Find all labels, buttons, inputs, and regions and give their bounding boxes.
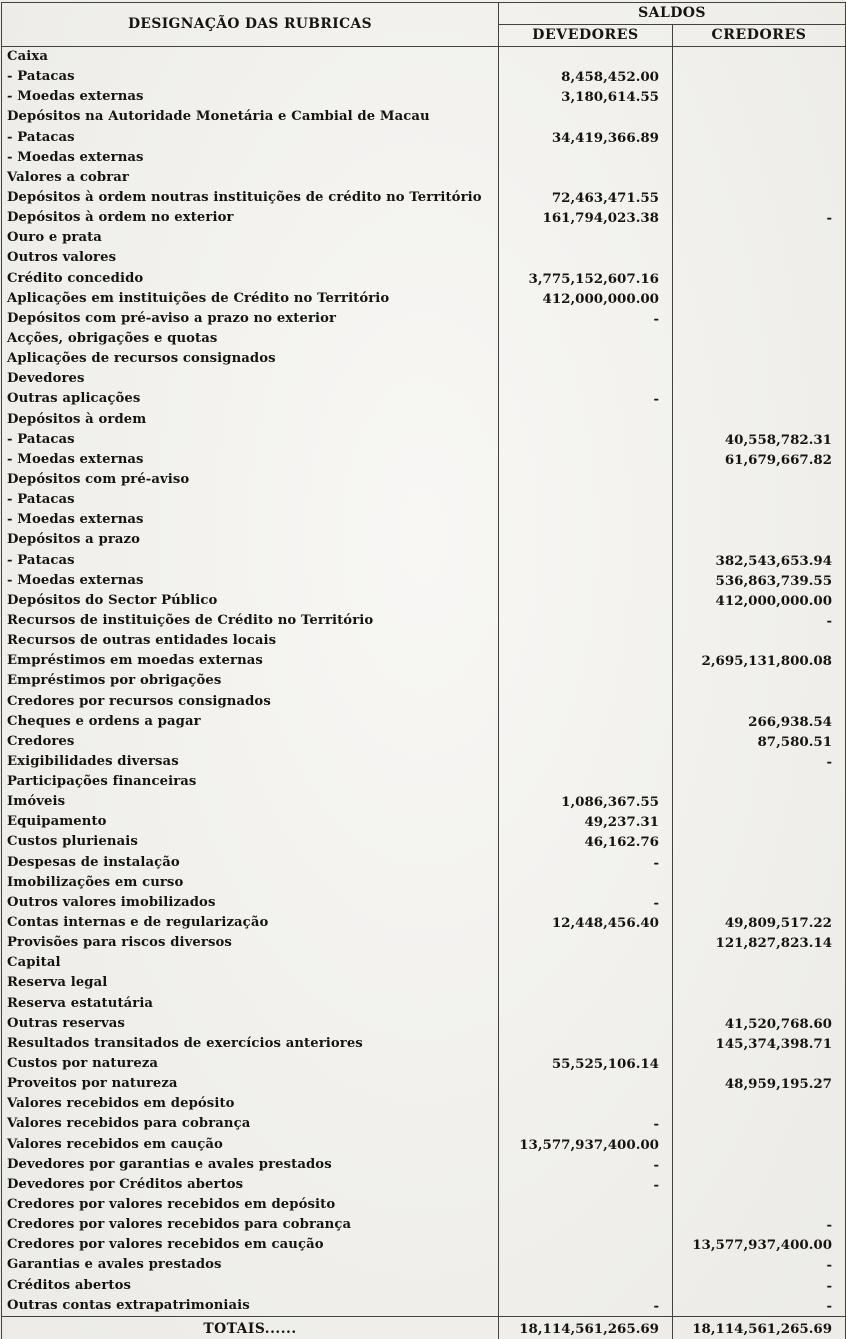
- row-credores-value: [673, 792, 846, 812]
- row-devedores-value: [499, 1014, 673, 1034]
- row-label: Créditos abertos: [7, 1277, 131, 1293]
- row-credores-value: [673, 1175, 846, 1195]
- table-row: [2, 873, 846, 893]
- row-devedores-value: [499, 631, 673, 651]
- row-credores-value: 412,000,000.00: [673, 591, 846, 611]
- table-row: [2, 732, 846, 752]
- row-label: Outros valores: [7, 250, 117, 266]
- row-label: Imobilizações em curso: [7, 874, 184, 890]
- row-devedores-value: [499, 1074, 673, 1094]
- row-devedores-value: 55,525,106.14: [499, 1054, 673, 1074]
- row-devedores-value: 8,458,452.00: [499, 67, 673, 87]
- row-label: Crédito concedido: [7, 270, 144, 286]
- row-label: Credores por valores recebidos em depósito: [7, 1197, 336, 1213]
- table-row: [2, 1296, 846, 1317]
- row-devedores-value: [499, 450, 673, 470]
- row-credores-value: [673, 269, 846, 289]
- row-credores-value: 87,580.51: [673, 732, 846, 752]
- row-label: - Moedas externas: [7, 149, 144, 165]
- column-header-devedores: DEVEDORES: [499, 25, 673, 47]
- row-credores-value: [673, 1155, 846, 1175]
- row-devedores-value: [499, 248, 673, 268]
- row-label: Outras contas extrapatrimoniais: [7, 1297, 250, 1313]
- row-credores-value: 13,577,937,400.00: [673, 1235, 846, 1255]
- table-row: [2, 712, 846, 732]
- row-credores-value: 121,827,823.14: [673, 933, 846, 953]
- table-row: [2, 853, 846, 873]
- row-credores-value: [673, 973, 846, 993]
- row-label: Custos plurienais: [7, 834, 138, 850]
- totals-label: TOTAIS......: [2, 1316, 499, 1339]
- table-row: [2, 832, 846, 852]
- table-row: [2, 470, 846, 490]
- row-devedores-value: [499, 692, 673, 712]
- table-row: [2, 410, 846, 430]
- table-row: [2, 208, 846, 228]
- row-label: Depósitos com pré-aviso: [7, 471, 190, 487]
- totals-credores-value: 18,114,561,265.69: [673, 1316, 846, 1339]
- row-label: Devedores por garantias e avales prestados: [7, 1156, 332, 1172]
- row-credores-value: [673, 87, 846, 107]
- row-devedores-value: [499, 1276, 673, 1296]
- row-credores-value: [673, 188, 846, 208]
- table-row: [2, 128, 846, 148]
- row-label: Recursos de instituições de Crédito no Território: [7, 612, 374, 628]
- row-label: Participações financeiras: [7, 774, 197, 790]
- row-credores-value: 2,695,131,800.08: [673, 651, 846, 671]
- row-devedores-value: 49,237.31: [499, 812, 673, 832]
- table-row: [2, 973, 846, 993]
- table-row: [2, 248, 846, 268]
- row-devedores-value: 13,577,937,400.00: [499, 1135, 673, 1155]
- row-label: Empréstimos por obrigações: [7, 673, 222, 689]
- table-row: [2, 168, 846, 188]
- table-row: [2, 933, 846, 953]
- row-credores-value: [673, 470, 846, 490]
- table-row: [2, 1175, 846, 1195]
- table-row: [2, 651, 846, 671]
- row-label: Contas internas e de regularização: [7, 915, 269, 931]
- row-devedores-value: [499, 873, 673, 893]
- table-row: [2, 792, 846, 812]
- table-row: [2, 47, 846, 68]
- row-label: Devedores por Créditos abertos: [7, 1176, 244, 1192]
- table-row: [2, 530, 846, 550]
- row-label: Valores recebidos para cobrança: [7, 1116, 251, 1132]
- row-credores-value: [673, 812, 846, 832]
- row-credores-value: -: [673, 1255, 846, 1275]
- row-credores-value: [673, 853, 846, 873]
- row-credores-value: [673, 1094, 846, 1114]
- row-devedores-value: -: [499, 1155, 673, 1175]
- row-devedores-value: [499, 772, 673, 792]
- row-label: - Patacas: [7, 129, 75, 145]
- row-label: Custos por natureza: [7, 1056, 159, 1072]
- table-row: [2, 591, 846, 611]
- row-devedores-value: -: [499, 893, 673, 913]
- row-credores-value: -: [673, 752, 846, 772]
- row-devedores-value: -: [499, 1114, 673, 1134]
- row-credores-value: [673, 490, 846, 510]
- row-devedores-value: [499, 510, 673, 530]
- row-devedores-value: [499, 712, 673, 732]
- row-devedores-value: 34,419,366.89: [499, 128, 673, 148]
- row-label: Outros valores imobilizados: [7, 894, 216, 910]
- row-label: - Moedas externas: [7, 89, 144, 105]
- row-credores-value: 40,558,782.31: [673, 430, 846, 450]
- row-devedores-value: [499, 228, 673, 248]
- row-credores-value: [673, 772, 846, 792]
- row-devedores-value: [499, 107, 673, 127]
- row-devedores-value: [499, 490, 673, 510]
- table-header: [2, 3, 846, 47]
- table-row: [2, 1034, 846, 1054]
- row-credores-value: 49,809,517.22: [673, 913, 846, 933]
- table-row: [2, 188, 846, 208]
- row-label: - Patacas: [7, 492, 75, 508]
- row-label: - Patacas: [7, 552, 75, 568]
- row-credores-value: [673, 692, 846, 712]
- table-row: [2, 1155, 846, 1175]
- row-label: Capital: [7, 955, 61, 971]
- row-label: Acções, obrigações e quotas: [7, 330, 218, 346]
- table-row: [2, 1074, 846, 1094]
- row-label: Exigibilidades diversas: [7, 753, 179, 769]
- row-label: Depósitos na Autoridade Monetária e Cambial de Macau: [7, 109, 430, 125]
- row-credores-value: [673, 309, 846, 329]
- row-credores-value: 61,679,667.82: [673, 450, 846, 470]
- row-label: Depósitos a prazo: [7, 532, 141, 548]
- row-label: Aplicações de recursos consignados: [7, 351, 276, 367]
- row-credores-value: 145,374,398.71: [673, 1034, 846, 1054]
- row-devedores-value: [499, 148, 673, 168]
- table-row: [2, 671, 846, 691]
- row-label: Imóveis: [7, 794, 66, 810]
- row-devedores-value: 161,794,023.38: [499, 208, 673, 228]
- row-devedores-value: [499, 752, 673, 772]
- table-row: [2, 369, 846, 389]
- row-devedores-value: 46,162.76: [499, 832, 673, 852]
- row-devedores-value: [499, 369, 673, 389]
- table-row: [2, 611, 846, 631]
- table-row: [2, 913, 846, 933]
- row-label: Despesas de instalação: [7, 854, 180, 870]
- table-row: [2, 1114, 846, 1134]
- row-label: Credores por recursos consignados: [7, 693, 271, 709]
- row-devedores-value: 1,086,367.55: [499, 792, 673, 812]
- row-label: Resultados transitados de exercícios anteriores: [7, 1035, 363, 1051]
- row-label: Depósitos com pré-aviso a prazo no exterior: [7, 310, 337, 326]
- table-row: [2, 450, 846, 470]
- column-header-credores: CREDORES: [673, 25, 846, 47]
- table-row: [2, 67, 846, 87]
- table-row: [2, 1255, 846, 1275]
- table-row: [2, 631, 846, 651]
- row-devedores-value: -: [499, 853, 673, 873]
- row-label: Empréstimos em moedas externas: [7, 653, 263, 669]
- row-devedores-value: [499, 430, 673, 450]
- table-row: [2, 1195, 846, 1215]
- row-credores-value: [673, 953, 846, 973]
- row-devedores-value: [499, 329, 673, 349]
- row-label: Valores recebidos em depósito: [7, 1096, 235, 1112]
- row-devedores-value: [499, 732, 673, 752]
- row-credores-value: [673, 1054, 846, 1074]
- row-credores-value: [673, 329, 846, 349]
- table-row: [2, 752, 846, 772]
- totals-devedores-value: 18,114,561,265.69: [499, 1316, 673, 1339]
- row-credores-value: -: [673, 611, 846, 631]
- row-label: Depósitos do Sector Público: [7, 592, 218, 608]
- table-row: [2, 692, 846, 712]
- table-row: [2, 510, 846, 530]
- row-label: Aplicações em instituições de Crédito no Território: [7, 290, 390, 306]
- row-credores-value: 382,543,653.94: [673, 551, 846, 571]
- row-devedores-value: 412,000,000.00: [499, 289, 673, 309]
- row-label: Devedores: [7, 371, 85, 387]
- header-row-top: [2, 3, 846, 25]
- row-credores-value: [673, 994, 846, 1014]
- table-row: [2, 1054, 846, 1074]
- row-label: Outras aplicações: [7, 391, 141, 407]
- table-footer: [2, 1316, 846, 1339]
- row-label: - Moedas externas: [7, 572, 144, 588]
- row-label: - Patacas: [7, 431, 75, 447]
- table-row: [2, 551, 846, 571]
- row-devedores-value: 72,463,471.55: [499, 188, 673, 208]
- row-credores-value: -: [673, 1276, 846, 1296]
- row-credores-value: [673, 1195, 846, 1215]
- row-credores-value: [673, 107, 846, 127]
- table-row: [2, 571, 846, 591]
- row-credores-value: [673, 410, 846, 430]
- row-devedores-value: [499, 168, 673, 188]
- row-label: - Patacas: [7, 69, 75, 85]
- table-row: [2, 107, 846, 127]
- row-devedores-value: [499, 1034, 673, 1054]
- row-label: Credores por valores recebidos em caução: [7, 1237, 324, 1253]
- table-body: [2, 47, 846, 1317]
- row-credores-value: [673, 67, 846, 87]
- row-devedores-value: -: [499, 309, 673, 329]
- row-devedores-value: [499, 591, 673, 611]
- row-devedores-value: [499, 611, 673, 631]
- row-label: Provisões para riscos diversos: [7, 935, 232, 951]
- table-row: [2, 228, 846, 248]
- row-credores-value: [673, 289, 846, 309]
- row-label: Valores a cobrar: [7, 169, 129, 185]
- row-devedores-value: [499, 973, 673, 993]
- row-credores-value: -: [673, 208, 846, 228]
- row-devedores-value: [499, 1255, 673, 1275]
- table-row: [2, 430, 846, 450]
- table-row: [2, 349, 846, 369]
- row-label: Outras reservas: [7, 1015, 125, 1031]
- row-label: - Moedas externas: [7, 451, 144, 467]
- row-credores-value: [673, 168, 846, 188]
- row-label: Garantias e avales prestados: [7, 1257, 222, 1273]
- table-row: [2, 1014, 846, 1034]
- row-credores-value: [673, 248, 846, 268]
- row-label: Credores por valores recebidos para cobrança: [7, 1217, 352, 1233]
- row-devedores-value: [499, 349, 673, 369]
- row-credores-value: [673, 1135, 846, 1155]
- column-header-designacao-das-rubricas: DESIGNAÇÃO DAS RUBRICAS: [2, 3, 499, 47]
- row-credores-value: [673, 873, 846, 893]
- table-row: [2, 893, 846, 913]
- row-devedores-value: -: [499, 1175, 673, 1195]
- row-label: Equipamento: [7, 814, 107, 830]
- row-devedores-value: 3,775,152,607.16: [499, 269, 673, 289]
- row-label: Recursos de outras entidades locais: [7, 633, 277, 649]
- row-label: Reserva legal: [7, 975, 108, 991]
- table-row: [2, 1094, 846, 1114]
- row-label: Reserva estatutária: [7, 995, 154, 1011]
- row-credores-value: [673, 1114, 846, 1134]
- table-row: [2, 490, 846, 510]
- table-row: [2, 289, 846, 309]
- row-devedores-value: [499, 410, 673, 430]
- row-label: Depósitos à ordem noutras instituições de crédito no Território: [7, 189, 482, 205]
- row-credores-value: [673, 228, 846, 248]
- row-devedores-value: [499, 1215, 673, 1235]
- table-row: [2, 269, 846, 289]
- row-devedores-value: [499, 994, 673, 1014]
- table-row: [2, 1135, 846, 1155]
- row-devedores-value: [499, 1094, 673, 1114]
- table-row: [2, 1276, 846, 1296]
- row-devedores-value: [499, 571, 673, 591]
- row-credores-value: 266,938.54: [673, 712, 846, 732]
- table-row: [2, 953, 846, 973]
- table-row: [2, 389, 846, 409]
- table-row: [2, 309, 846, 329]
- row-credores-value: [673, 510, 846, 530]
- table-row: [2, 994, 846, 1014]
- row-label: Caixa: [7, 49, 48, 64]
- totals-row: [2, 1316, 846, 1339]
- row-label: Credores: [7, 733, 75, 749]
- row-credores-value: [673, 832, 846, 852]
- row-devedores-value: [499, 47, 673, 68]
- row-credores-value: 536,863,739.55: [673, 571, 846, 591]
- row-devedores-value: [499, 651, 673, 671]
- table-row: [2, 1215, 846, 1235]
- row-label: Depósitos à ordem no exterior: [7, 210, 234, 226]
- row-credores-value: 48,959,195.27: [673, 1074, 846, 1094]
- row-devedores-value: -: [499, 389, 673, 409]
- table-row: [2, 812, 846, 832]
- row-devedores-value: [499, 551, 673, 571]
- row-label: Cheques e ordens a pagar: [7, 713, 201, 729]
- row-label: Valores recebidos em caução: [7, 1136, 223, 1152]
- row-devedores-value: [499, 530, 673, 550]
- column-header-saldos: SALDOS: [499, 3, 846, 25]
- row-credores-value: [673, 148, 846, 168]
- row-credores-value: [673, 128, 846, 148]
- balance-sheet-table: [1, 2, 846, 1339]
- row-label: - Moedas externas: [7, 512, 144, 528]
- table-row: [2, 87, 846, 107]
- row-devedores-value: [499, 470, 673, 490]
- row-credores-value: [673, 369, 846, 389]
- table-row: [2, 329, 846, 349]
- row-credores-value: -: [673, 1296, 846, 1317]
- row-devedores-value: -: [499, 1296, 673, 1317]
- row-devedores-value: 3,180,614.55: [499, 87, 673, 107]
- row-devedores-value: [499, 1235, 673, 1255]
- row-label: Proveitos por natureza: [7, 1076, 178, 1092]
- row-credores-value: 41,520,768.60: [673, 1014, 846, 1034]
- table-row: [2, 772, 846, 792]
- row-devedores-value: [499, 933, 673, 953]
- row-credores-value: [673, 349, 846, 369]
- row-credores-value: [673, 671, 846, 691]
- row-credores-value: -: [673, 1215, 846, 1235]
- row-credores-value: [673, 389, 846, 409]
- row-devedores-value: [499, 1195, 673, 1215]
- row-label: Depósitos à ordem: [7, 411, 147, 427]
- row-credores-value: [673, 530, 846, 550]
- row-credores-value: [673, 631, 846, 651]
- row-credores-value: [673, 893, 846, 913]
- row-devedores-value: [499, 671, 673, 691]
- row-credores-value: [673, 47, 846, 68]
- table-row: [2, 148, 846, 168]
- row-devedores-value: 12,448,456.40: [499, 913, 673, 933]
- row-devedores-value: [499, 953, 673, 973]
- row-label: Ouro e prata: [7, 230, 102, 246]
- table-row: [2, 1235, 846, 1255]
